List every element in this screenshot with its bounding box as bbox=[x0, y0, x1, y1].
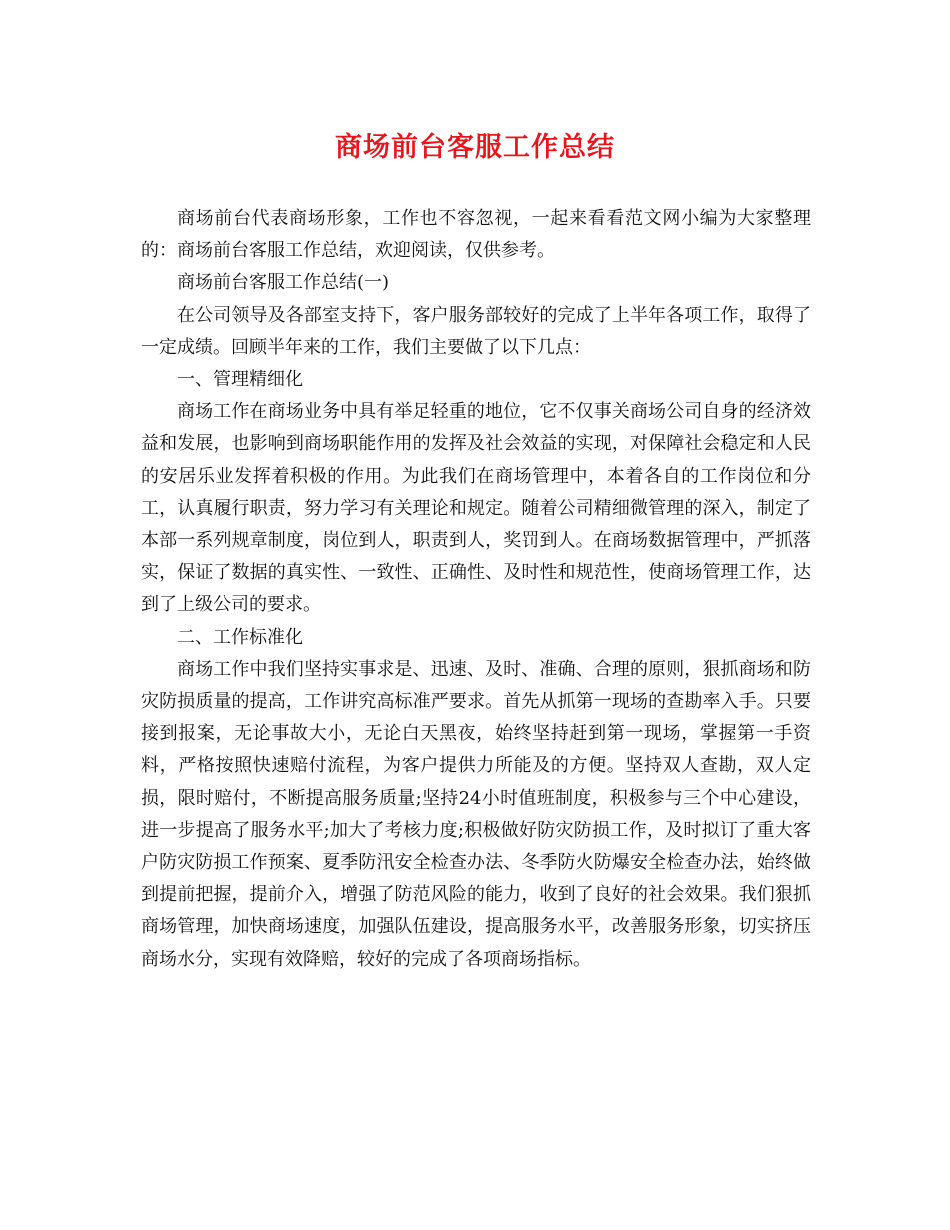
document-title: 商场前台客服工作总结 bbox=[335, 132, 615, 163]
document-body bbox=[141, 203, 811, 976]
section-heading-standardization: 二、工作标准化 bbox=[177, 626, 303, 648]
standardization-paragraph: 商场工作中我们坚持实事求是、迅速、及时、准确、合理的原则，狠抓商场和防灾防损质量的提高，工作讲究高标准严要求。首先从抓第一现场的查勘率入手。只要接到报案，无论事故大小，无论白天黑夜，始终坚持赶到第一现场，掌握第一手资料，严格按照快速赔付流程，为客户提供力所能及的方便。坚持双人查勘，双人定损，限时赔付，不断提高服务质量;坚持24小时值班制度，积极参与三个中心建设，进一步提高了服务水平;加大了考核力度;积极做好防灾防损工作，及时拟订了重大客户防灾防损工作预案、夏季防汛安全检查办法、冬季防火防爆安全检查办法，始终做到提前把握，提前介入，增强了防范风险的能力，收到了良好的社会效果。我们狠抓商场管理，加快商场速度，加强队伍建设，提高服务水平，改善服务形象，切实挤压商场水分，实现有效降赔，较好的完成了各项商场指标。 bbox=[141, 658, 811, 970]
intro-paragraph: 商场前台代表商场形象，工作也不容忽视，一起来看看范文网小编为大家整理的：商场前台客服工作总结，欢迎阅读，仅供参考。 bbox=[141, 208, 811, 262]
management-paragraph: 商场工作在商场业务中具有举足轻重的地位，它不仅事关商场公司自身的经济效益和发展，也影响到商场职能作用的发挥及社会效益的实现，对保障社会稳定和人民的安居乐业发挥着积极的作用。为此我们在商场管理中，本着各自的工作岗位和分工，认真履行职责，努力学习有关理论和规定。随着公司精细微管理的深入，制定了本部一系列规章制度，岗位到人，职责到人，奖罚到人。在商场数据管理中，严抓落实，保证了数据的真实性、一致性、正确性、及时性和规范性，使商场管理工作，达到了上级公司的要求。 bbox=[141, 401, 811, 616]
section-heading-summary-one: 商场前台客服工作总结(一) bbox=[177, 272, 390, 294]
section-heading-management: 一、管理精细化 bbox=[177, 369, 303, 391]
overview-paragraph: 在公司领导及各部室支持下，客户服务部较好的完成了上半年各项工作，取得了一定成绩。回顾半年来的工作，我们主要做了以下几点： bbox=[141, 304, 811, 358]
